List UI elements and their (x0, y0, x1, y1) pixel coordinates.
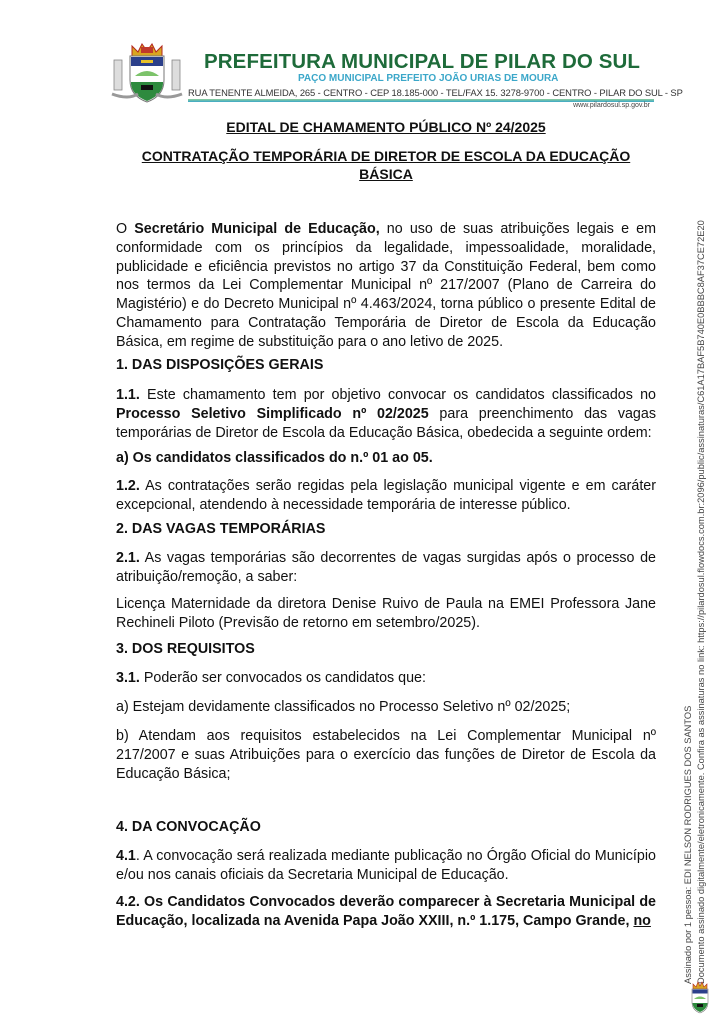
intro-bold: Secretário Municipal de Educação, (134, 221, 380, 237)
section-1-item-a: a) Os candidatos classificados do n.º 01 ao 05. (116, 450, 433, 466)
header-subtitle: PAÇO MUNICIPAL PREFEITO JOÃO URIAS DE MOURA (298, 73, 559, 84)
section-4-heading: 4. DA CONVOCAÇÃO (116, 819, 261, 835)
header-title: PREFEITURA MUNICIPAL DE PILAR DO SUL (204, 50, 641, 73)
clause-number: 1.1. (116, 387, 140, 403)
signature-verification-link[interactable]: Documento assinado digitalmente/eletronicamente. Confira as assinaturas no link: https://pilardosul.flowdocs.com.br:2096/public/assinaturas/C61A17BAF5B740E0BBBC8AF37CE72E20 (696, 220, 706, 984)
section-3-item-b: b) Atendam aos requisitos estabelecidos na Lei Complementar Municipal nº 217/2007 e suas Atribuições para o exercício das funções de Diretor de Escola da Educação Básica; (116, 728, 656, 782)
clause-text: Poderão ser convocados os candidatos que: (139, 670, 426, 686)
section-4-1 (116, 847, 656, 885)
section-1-1 (116, 386, 656, 442)
section-3-item-a: a) Estejam devidamente classificados no Processo Seletivo nº 02/2025; (116, 699, 571, 715)
clause-underline: no (633, 912, 651, 929)
clause-number: 4.1 (116, 848, 136, 864)
section-3-1 (116, 669, 656, 688)
clause-text: . A convocação será realizada mediante publicação no Órgão Oficial do Município e/ou nos canais oficiais da Secretaria Municipal de Educação. (116, 848, 656, 883)
signature-signer: Assinado por 1 pessoa: EDI NELSON RODRIGUES DOS SANTOS (683, 705, 693, 984)
letterhead (108, 40, 683, 112)
document-title: EDITAL DE CHAMAMENTO PÚBLICO Nº 24/2025 (226, 119, 546, 135)
clause-number: 3.1. (116, 670, 140, 686)
clause-text: As vagas temporárias são decorrentes de vagas surgidas após o processo de atribuição/remoção, a saber: (116, 550, 656, 585)
clause-text: Este chamamento tem por objetivo convocar os candidatos classificados no (139, 387, 656, 403)
clause-number: 1.2. (116, 478, 140, 494)
section-3-heading: 3. DOS REQUISITOS (116, 641, 255, 657)
section-2-vacancy: Licença Maternidade da diretora Denise Ruivo de Paula na EMEI Professora Jane Rechineli Piloto (Previsão de retorno em setembro/2025). (116, 596, 656, 631)
clause-number: 2.1. (116, 550, 140, 566)
clause-text: para preenchimento das vagas temporárias de Diretor de Escola da Educação Básica, obedecida a seguinte ordem: (116, 405, 656, 441)
intro-paragraph (116, 220, 656, 352)
header-website: www.pilardosul.sp.gov.br (573, 102, 650, 109)
intro-text: no uso de suas atribuições legais e em conformidade com os princípios da legalidade, impessoalidade, moralidade, publicidade e eficiência previstos no artigo 37 da Constituição Federal, bem como nos termos da Lei Complementar Municipal nº 217/2007 (Plano de Carreira do Magistério) e do Decreto Municipal nº 4.463/2024, torna público o presente Edital de Chamamento para Contratação Temporária de Diretor de Escola da Educação Básica, em regime de substituição para o ano letivo de 2025. (116, 221, 656, 350)
section-2-heading: 2. DAS VAGAS TEMPORÁRIAS (116, 521, 326, 537)
clause-text: As contratações serão regidas pela legislação municipal vigente e em caráter excepcional, atendendo à necessidade temporária de interesse público. (116, 478, 656, 513)
document-subtitle: CONTRATAÇÃO TEMPORÁRIA DE DIRETOR DE ESCOLA DA EDUCAÇÃO BÁSICA (141, 148, 631, 182)
coat-of-arms-stamp-icon (684, 980, 716, 1016)
section-2-1 (116, 549, 656, 587)
digital-signature-note (682, 220, 708, 984)
section-4-2 (116, 893, 656, 931)
section-1-2 (116, 477, 656, 515)
coat-of-arms-icon (108, 42, 186, 106)
clause-bold: 4.2. Os Candidatos Convocados deverão comparecer à Secretaria Municipal de Educação, localizada na Avenida Papa João XXIII, n.º 1.175, Campo Grande, (116, 894, 656, 929)
header-address: RUA TENENTE ALMEIDA, 265 - CENTRO - CEP 18.185-000 - TEL/FAX 15. 3278-9700 - CENTRO - PILAR DO SUL - SP (188, 87, 683, 98)
clause-bold: Processo Seletivo Simplificado nº 02/2025 (116, 405, 429, 422)
intro-pre: O (116, 221, 135, 237)
section-1-heading: 1. DAS DISPOSIÇÕES GERAIS (116, 357, 324, 373)
